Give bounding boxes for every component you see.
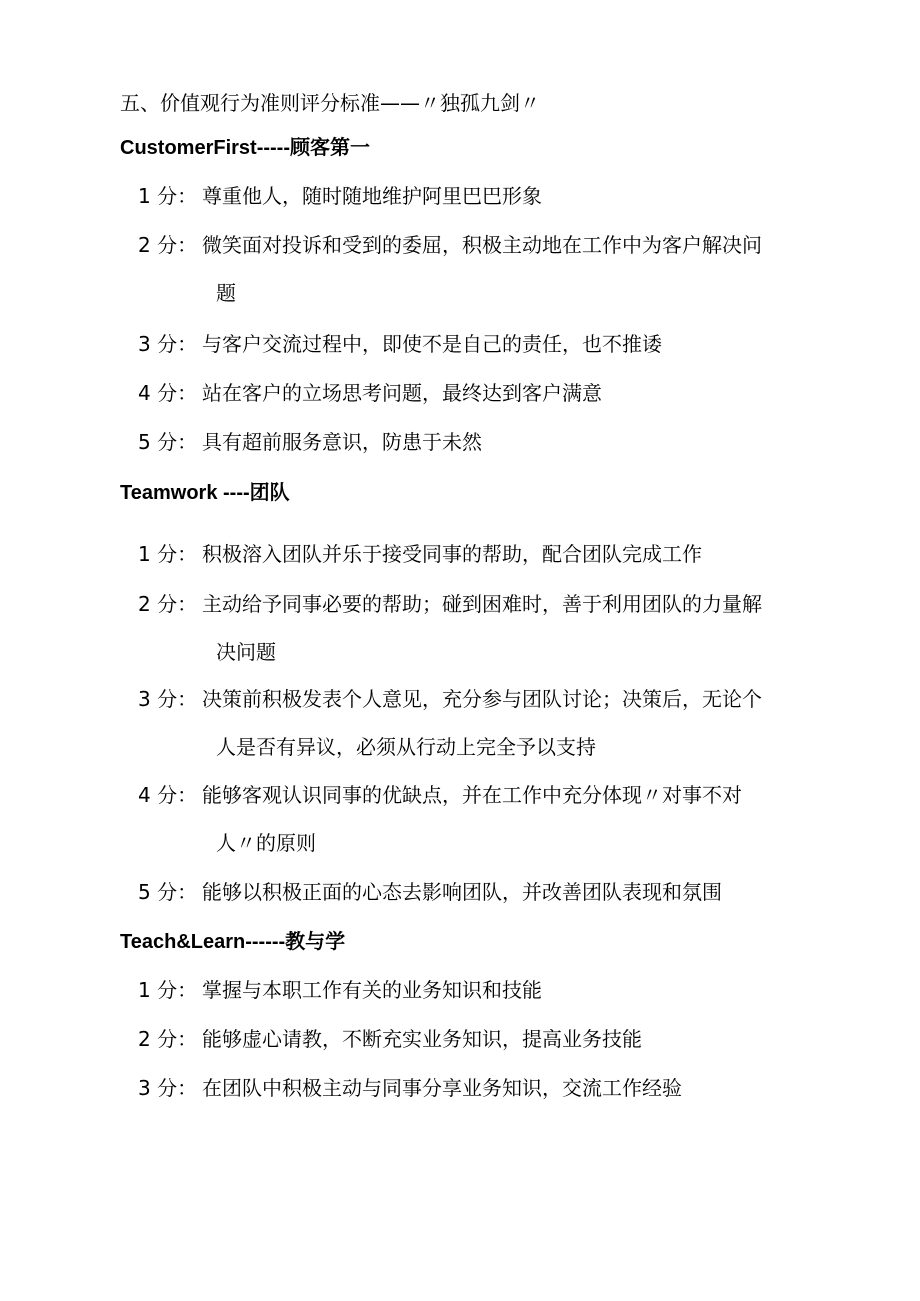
score-description: 尊重他人，随时随地维护阿里巴巴形象 — [202, 184, 542, 208]
score-label: 2 分： — [138, 233, 198, 257]
score-description-continued: 题 — [216, 281, 236, 305]
score-label: 5 分： — [138, 430, 198, 454]
score-label: 2 分： — [138, 1027, 198, 1051]
score-description: 具有超前服务意识，防患于未然 — [202, 430, 482, 454]
score-label: 2 分： — [138, 592, 198, 616]
score-description: 微笑面对投诉和受到的委屈，积极主动地在工作中为客户解决问 — [202, 233, 762, 257]
score-label: 4 分： — [138, 783, 198, 807]
score-description-continued: 人〃的原则 — [216, 831, 316, 855]
score-description: 能够客观认识同事的优缺点，并在工作中充分体现〃对事不对 — [202, 783, 742, 807]
score-description: 主动给予同事必要的帮助；碰到困难时，善于利用团队的力量解 — [202, 592, 762, 616]
score-description: 积极溶入团队并乐于接受同事的帮助，配合团队完成工作 — [202, 542, 702, 566]
section-heading-teach-learn: Teach&Learn------教与学 — [120, 931, 346, 953]
section-heading-teamwork: Teamwork ----团队 — [120, 482, 290, 504]
score-description: 与客户交流过程中，即使不是自己的责任，也不推诿 — [202, 332, 662, 356]
score-label: 5 分： — [138, 880, 198, 904]
score-label: 1 分： — [138, 978, 198, 1002]
score-label: 3 分： — [138, 1076, 198, 1100]
score-description: 站在客户的立场思考问题，最终达到客户满意 — [202, 381, 602, 405]
score-label: 3 分： — [138, 332, 198, 356]
score-description-continued: 人是否有异议，必须从行动上完全予以支持 — [216, 735, 596, 759]
score-label: 1 分： — [138, 542, 198, 566]
score-label: 1 分： — [138, 184, 198, 208]
score-description: 决策前积极发表个人意见，充分参与团队讨论；决策后，无论个 — [202, 687, 762, 711]
score-label: 4 分： — [138, 381, 198, 405]
score-description-continued: 决问题 — [216, 640, 276, 664]
page-title: 五、价值观行为准则评分标准——〃独孤九剑〃 — [120, 91, 540, 115]
score-description: 能够虚心请教，不断充实业务知识，提高业务技能 — [202, 1027, 642, 1051]
score-label: 3 分： — [138, 687, 198, 711]
score-description: 能够以积极正面的心态去影响团队，并改善团队表现和氛围 — [202, 880, 722, 904]
section-heading-customer-first: CustomerFirst-----顾客第一 — [120, 137, 370, 159]
score-description: 掌握与本职工作有关的业务知识和技能 — [202, 978, 542, 1002]
score-description: 在团队中积极主动与同事分享业务知识，交流工作经验 — [202, 1076, 682, 1100]
